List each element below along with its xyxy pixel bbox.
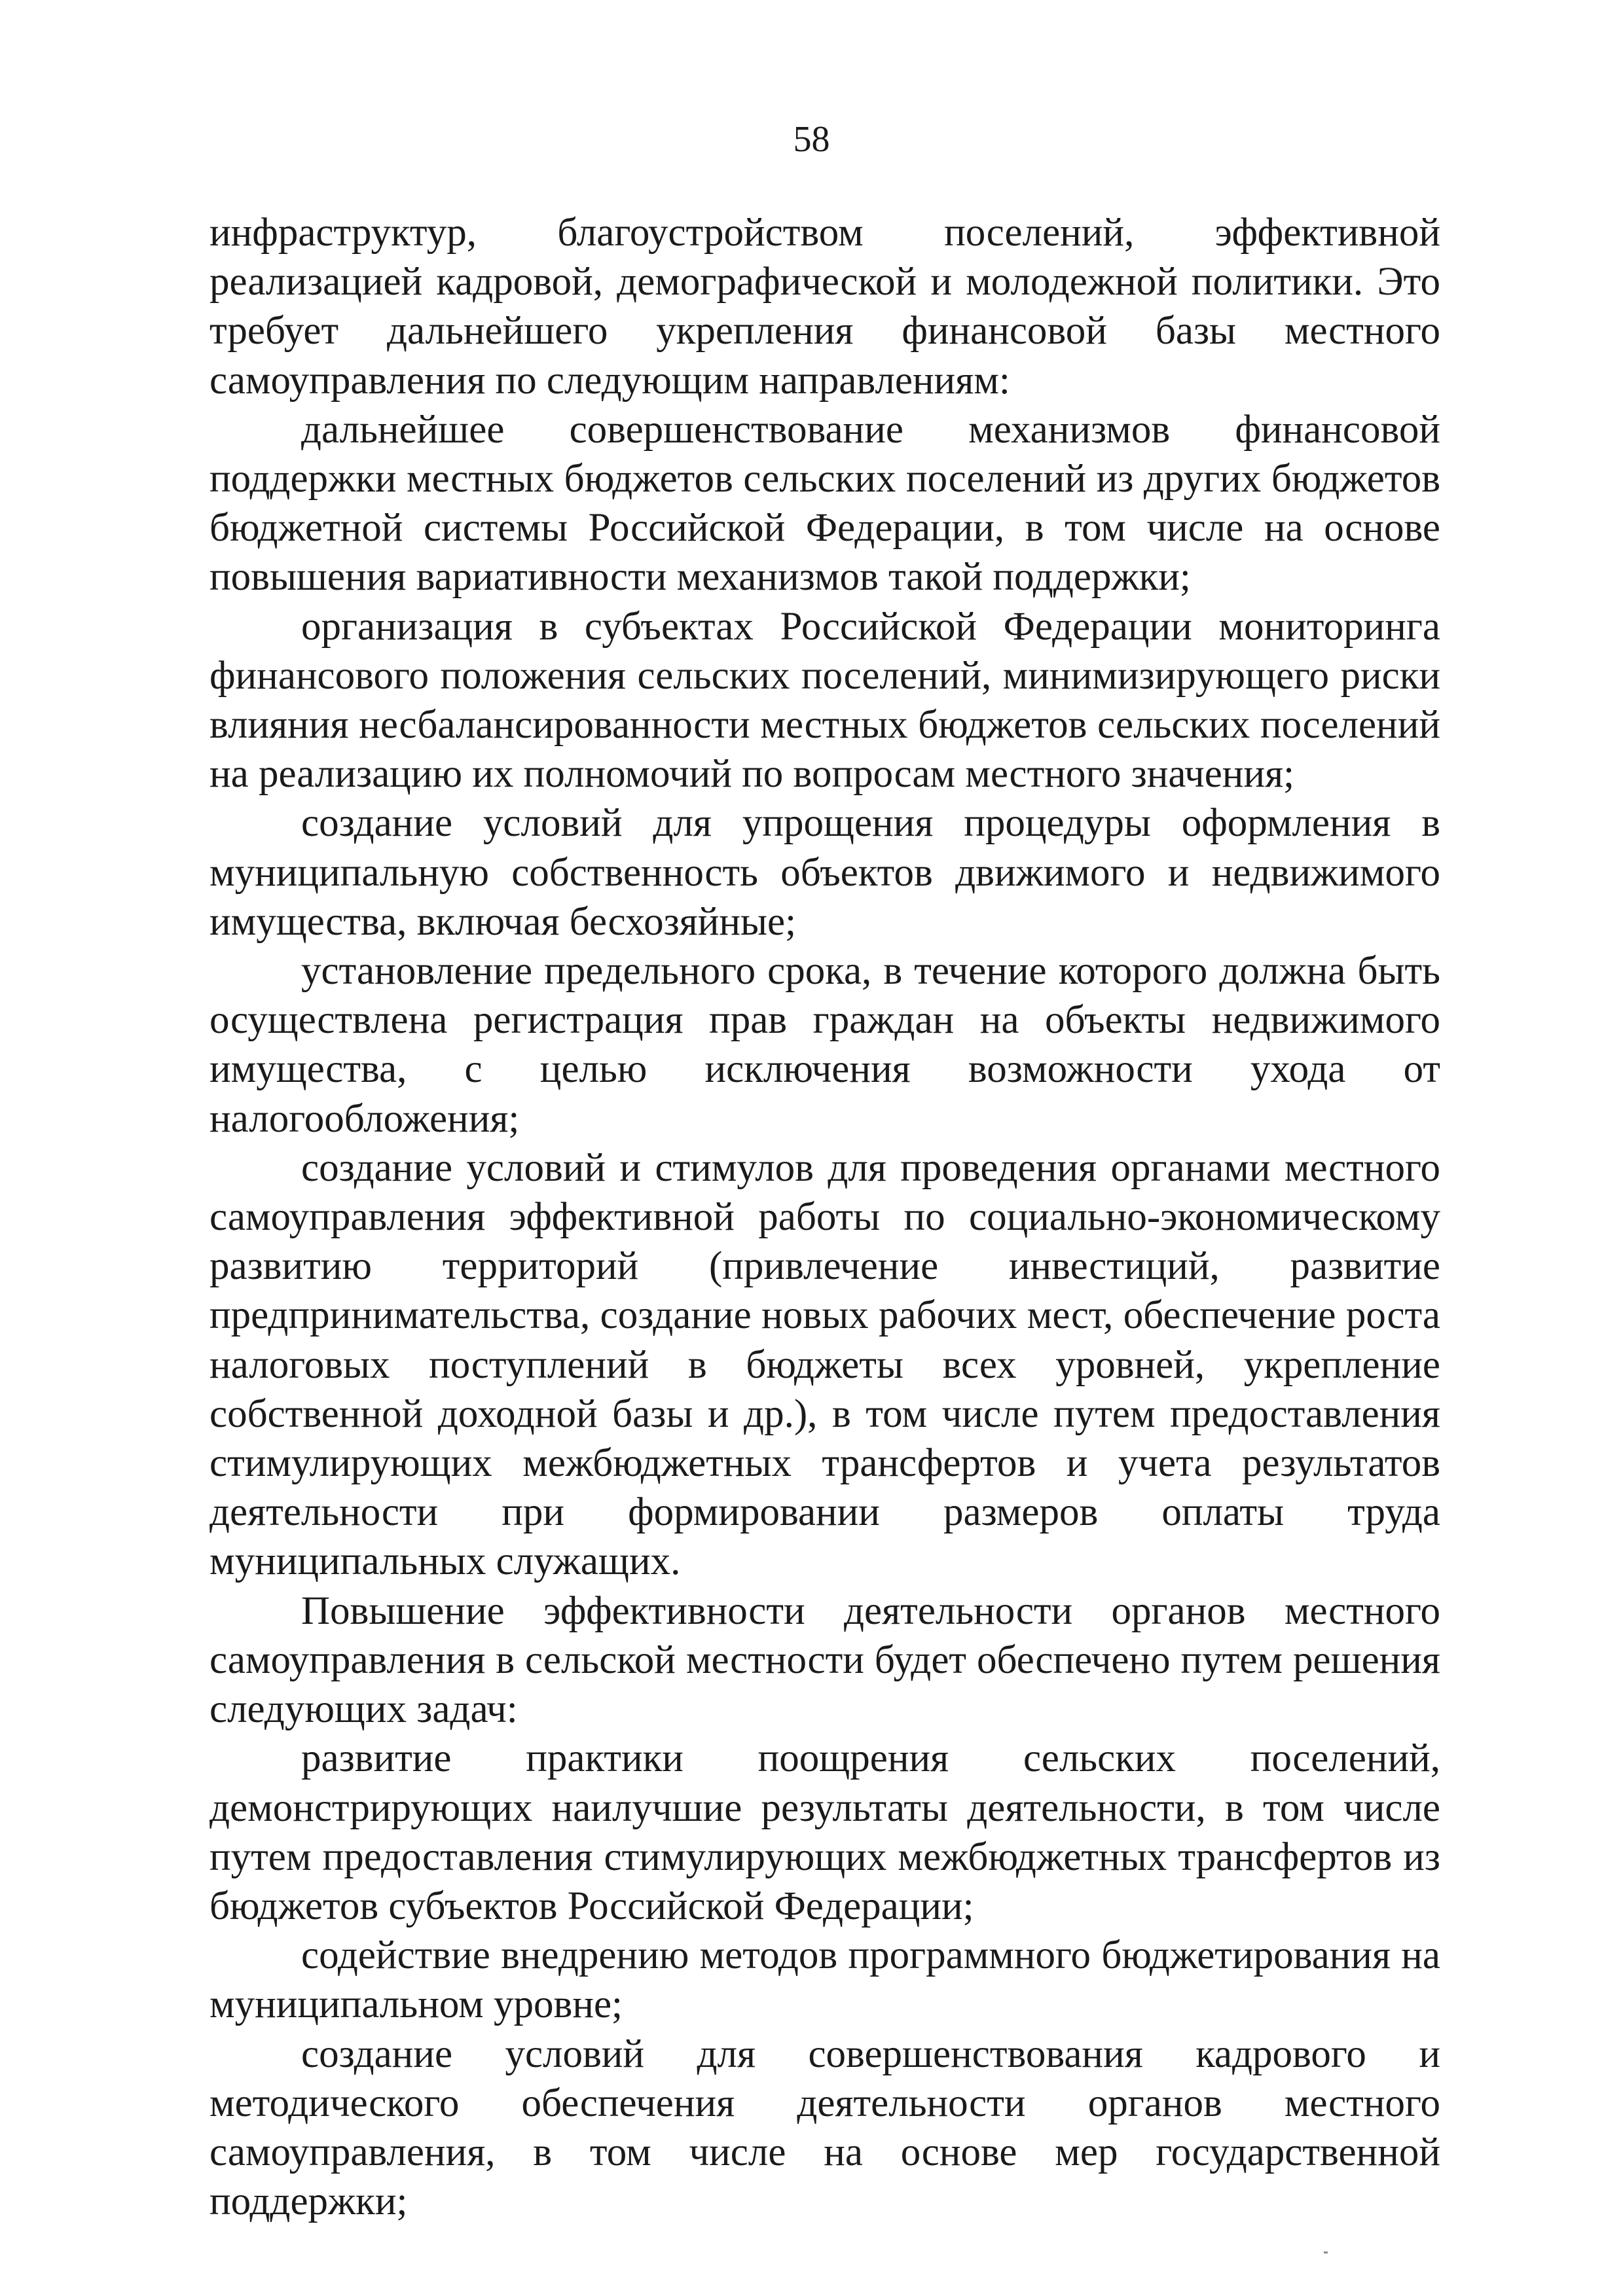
paragraph-continuation: инфраструктур, благоустройством поселений, эффективной реализацией кадровой, демографической и молодежной политики. Это требует дальнейшего укрепления финансовой базы местного самоуправления по следующим направлениям: — [210, 211, 1440, 403]
paragraph-list-item: создание условий для совершенствования кадрового и методического обеспечения деятельности органов местного самоуправления, в том числе на основе мер государственной поддержки; — [210, 2032, 1440, 2224]
paragraph-list-item: содействие внедрению методов программного бюджетирования на муниципальном уровне; — [210, 1933, 1440, 2027]
document-body — [210, 208, 1440, 2226]
paragraph-list-item: развитие практики поощрения сельских поселений, демонстрирующих наилучшие результаты деятельности, в том числе путем предоставления стимулирующих межбюджетных трансфертов из бюджетов субъектов Российской Федерации; — [210, 1736, 1440, 1928]
paragraph-intro: Повышение эффективности деятельности органов местного самоуправления в сельской местности будет обеспечено путем решения следующих задач: — [210, 1588, 1440, 1732]
page-number: 58 — [793, 119, 830, 160]
paragraph-list-item: создание условий для упрощения процедуры оформления в муниципальную собственность объектов движимого и недвижимого имущества, включая бесхозяйные; — [210, 801, 1440, 944]
paragraph-list-item: установление предельного срока, в течение которого должна быть осуществлена регистрация прав граждан на объекты недвижимого имущества, с целью исключения возможности ухода от налогообложения; — [210, 949, 1440, 1141]
scan-artifact-mark — [1324, 2251, 1328, 2253]
paragraph-list-item: организация в субъектах Российской Федерации мониторинга финансового положения сельских поселений, минимизирующего риски влияния несбалансированности местных бюджетов сельских поселений на реализацию их полномочий по вопросам местного значения; — [210, 604, 1440, 797]
paragraph-list-item: дальнейшее совершенствование механизмов финансовой поддержки местных бюджетов сельских поселений из других бюджетов бюджетной системы Российской Федерации, в том числе на основе повышения вариативности механизмов такой поддержки; — [210, 407, 1440, 600]
paragraph-list-item: создание условий и стимулов для проведения органами местного самоуправления эффективной работы по социально-экономическому развитию территорий (привлечение инвестиций, развитие предпринимательства, создание новых рабочих мест, обеспечение роста налоговых поступлений в бюджеты всех уровней, укрепление собственной доходной базы и др.), в том числе путем предоставления стимулирующих межбюджетных трансфертов и учета результатов деятельности при формировании размеров оплаты труда муниципальных служащих. — [210, 1145, 1440, 1584]
